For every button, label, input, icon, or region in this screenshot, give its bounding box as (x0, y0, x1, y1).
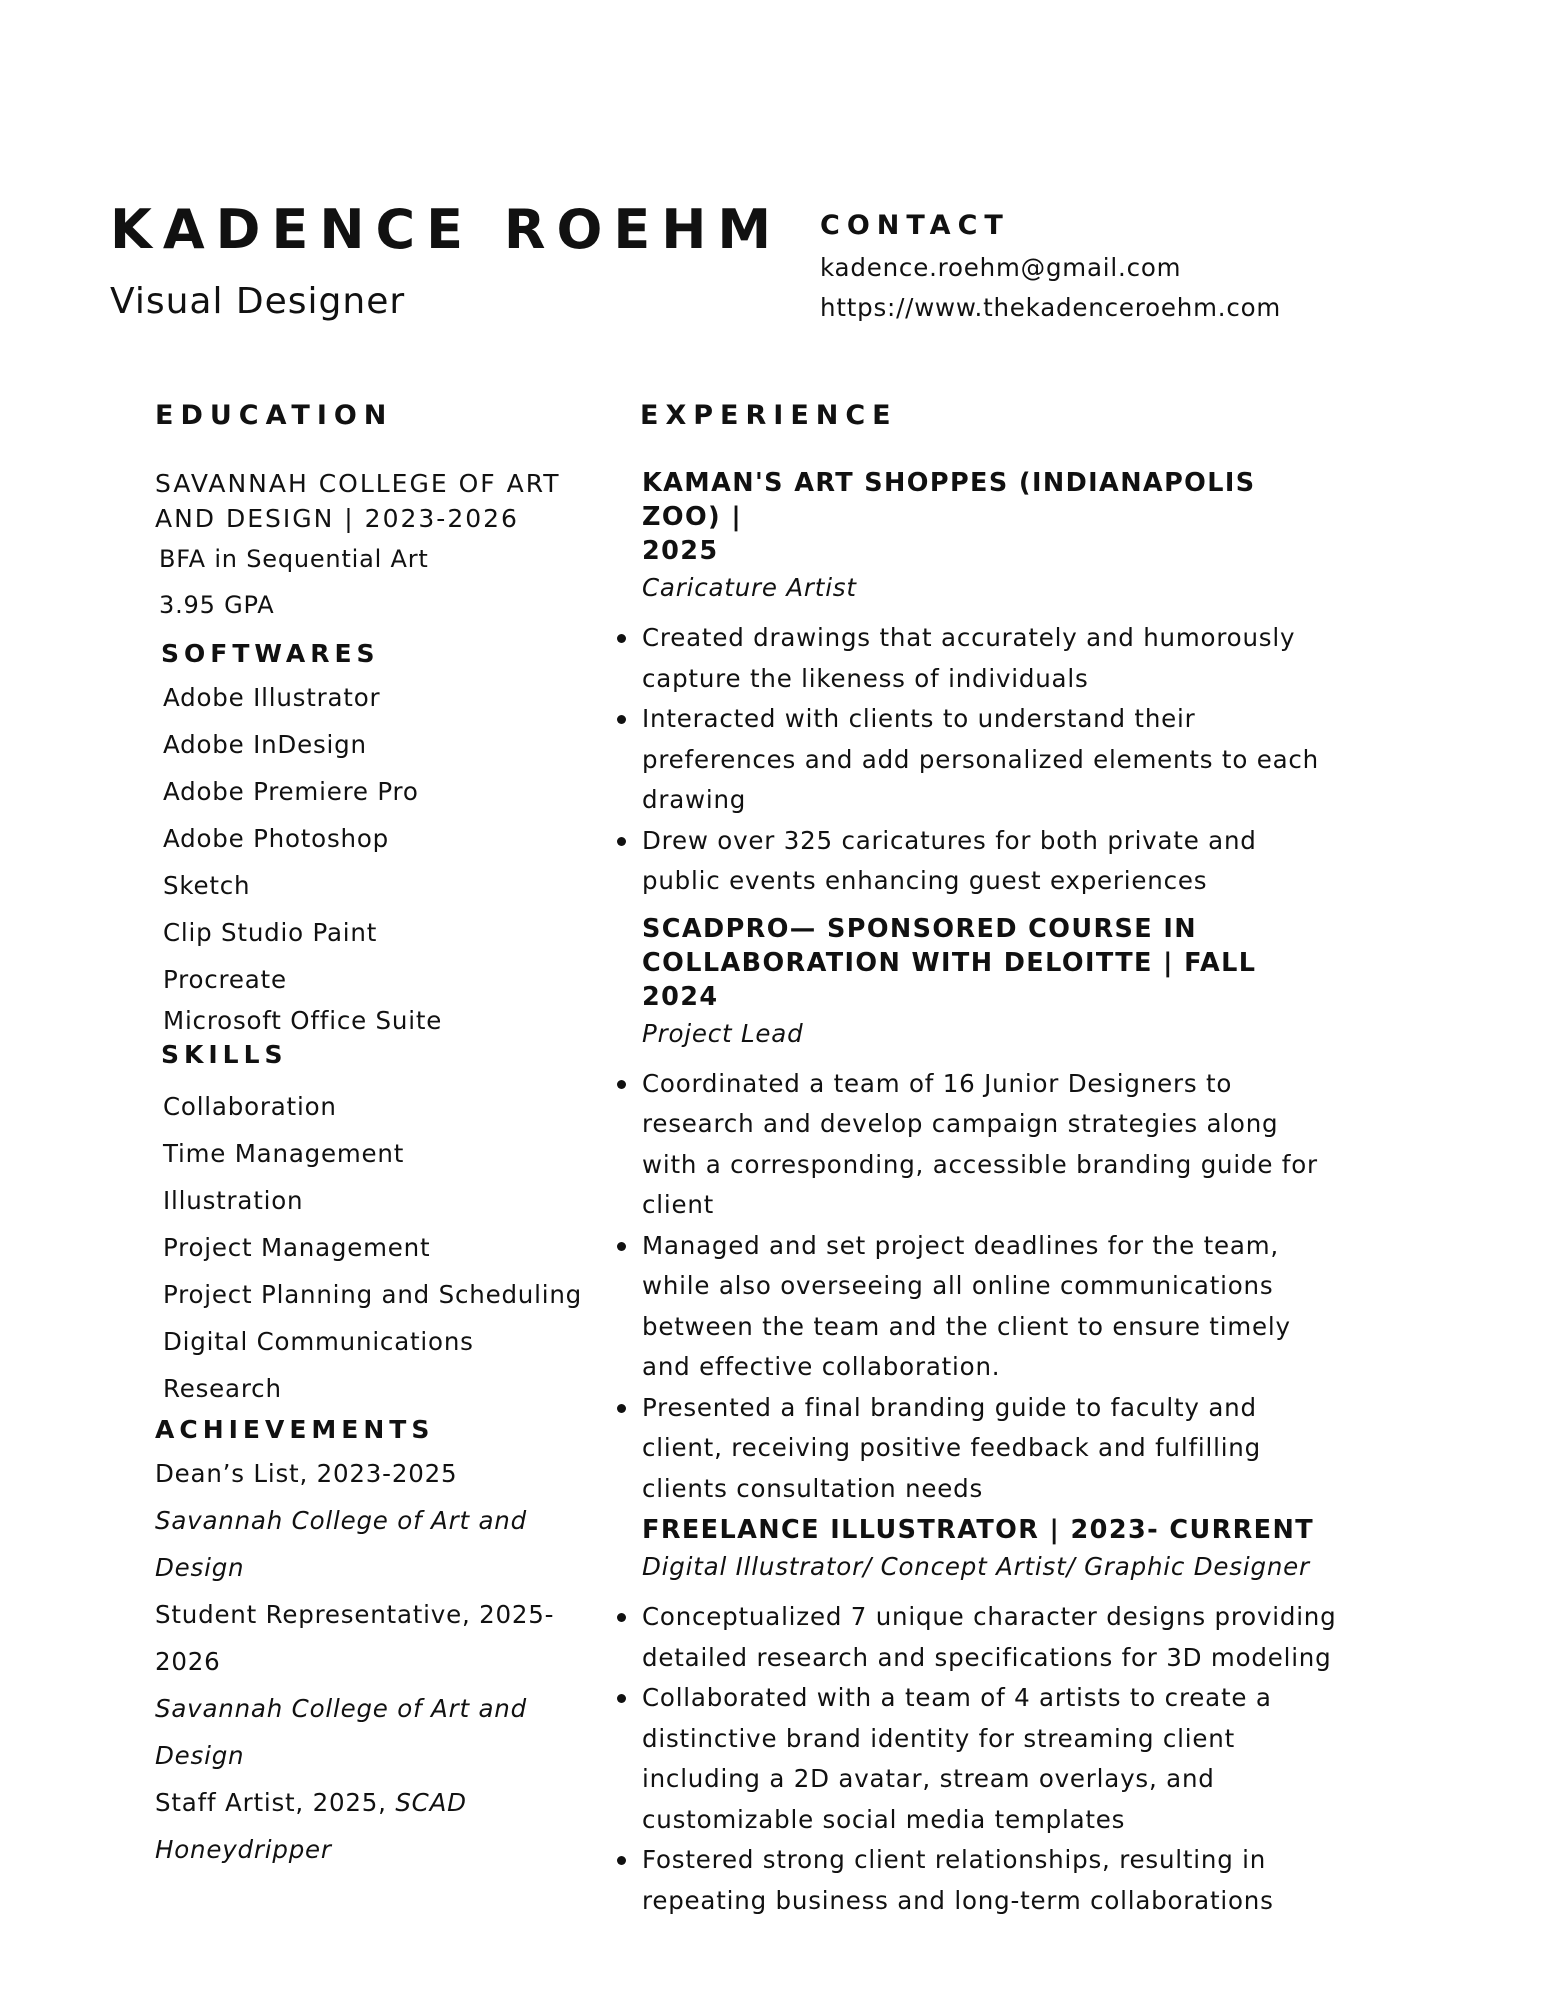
achievement-org (155, 1497, 605, 1544)
job-bullet: Created drawings that accurately and humorously capture the likeness of individuals (640, 618, 1340, 699)
software-item: Adobe Premiere Pro (163, 777, 419, 807)
job-title-line: SCADPRO— SPONSORED COURSE IN (642, 913, 1198, 944)
candidate-name: KADENCE ROEHM (110, 198, 783, 261)
software-item: Microsoft Office Suite (163, 1006, 443, 1036)
achievement-org-line: Savannah College of Art and (155, 1506, 527, 1536)
contact-section (820, 210, 1500, 328)
software-item: Sketch (163, 871, 251, 901)
right-column (640, 400, 1340, 1921)
skill-item: Project Management (163, 1233, 431, 1263)
contact-website: https://www.thekadenceroehm.com (820, 293, 1282, 323)
skill-item: Digital Communications (163, 1327, 474, 1357)
achievement-item: 2026 (155, 1647, 221, 1677)
left-column (155, 400, 605, 1873)
job-title (640, 466, 1340, 568)
job-title-line: 2025 (642, 536, 719, 567)
job-entry (640, 1513, 1340, 1921)
experience-heading: EXPERIENCE (640, 400, 898, 431)
skill-item: Project Planning and Scheduling (163, 1280, 583, 1310)
job-bullet: Presented a final branding guide to faculty and client, receiving positive feedback and fulfilling clients consultation needs (640, 1388, 1340, 1510)
job-entry (640, 912, 1340, 1510)
job-role: Caricature Artist (642, 573, 857, 603)
job-title-line: COLLABORATION WITH DELOITTE | FALL 2024 (642, 947, 1257, 1012)
job-bullet: Collaborated with a team of 4 artists to create a distinctive brand identity for streaming client including a 2D avatar, stream overlays, and customizable social media templates (640, 1678, 1340, 1840)
candidate-role: Visual Designer (110, 281, 406, 322)
achievement-item: Student Representative, 2025- (155, 1600, 555, 1630)
skills-list (155, 1083, 605, 1412)
education-school (155, 466, 605, 536)
job-bullet: Conceptualized 7 unique character designs providing detailed research and specifications for 3D modeling (640, 1597, 1340, 1678)
job-role: Project Lead (642, 1018, 804, 1048)
job-entry (640, 466, 1340, 902)
software-item: Adobe Illustrator (163, 683, 381, 713)
achievement-org-line: Savannah College of Art and (155, 1694, 527, 1724)
achievement-org-line: Design (155, 1741, 245, 1771)
job-bullets (640, 618, 1340, 902)
school-line-2: AND DESIGN | 2023-2026 (155, 504, 519, 534)
education-gpa: 3.95 GPA (159, 591, 275, 620)
software-item: Adobe Photoshop (163, 824, 390, 854)
education-heading: EDUCATION (155, 400, 394, 431)
skill-item: Illustration (163, 1186, 304, 1216)
skill-item: Collaboration (163, 1092, 337, 1122)
software-item: Procreate (163, 965, 287, 995)
job-title (640, 912, 1340, 1014)
achievement-org-line: SCAD (395, 1788, 467, 1818)
job-bullets (640, 1597, 1340, 1921)
job-bullet: Coordinated a team of 16 Junior Designers to research and develop campaign strategies along with a corresponding, accessible branding guide for client (640, 1064, 1340, 1226)
achievement-org (155, 1544, 605, 1591)
job-role: Digital Illustrator/ Concept Artist/ Graphic Designer (642, 1552, 1310, 1582)
school-line-1: SAVANNAH COLLEGE OF ART (155, 469, 561, 499)
software-item: Adobe InDesign (163, 730, 367, 760)
software-item: Clip Studio Paint (163, 918, 378, 948)
skills-heading: SKILLS (161, 1040, 288, 1070)
achievement-item (155, 1779, 605, 1826)
softwares-list (155, 674, 605, 1039)
job-title-line: FREELANCE ILLUSTRATOR | 2023- CURRENT (642, 1515, 1315, 1546)
contact-email: kadence.roehm@gmail.com (820, 253, 1182, 283)
job-bullet: Fostered strong client relationships, resulting in repeating business and long-term collaborations (640, 1840, 1340, 1921)
job-title (640, 1513, 1340, 1547)
job-bullet: Drew over 325 caricatures for both private and public events enhancing guest experiences (640, 821, 1340, 902)
achievement-org-line: Honeydripper (155, 1835, 332, 1865)
job-bullet: Managed and set project deadlines for the team, while also overseeing all online communications between the team and the client to ensure timely and effective collaboration. (640, 1226, 1340, 1388)
job-title-line: KAMAN'S ART SHOPPES (INDIANAPOLIS ZOO) | (642, 468, 1256, 533)
achievement-text: Staff Artist, 2025, (155, 1788, 396, 1818)
achievement-org (155, 1732, 605, 1779)
softwares-heading: SOFTWARES (161, 639, 380, 669)
achievement-org-line: Design (155, 1553, 245, 1583)
education-degree: BFA in Sequential Art (159, 545, 429, 574)
achievement-org (155, 1826, 605, 1873)
skill-item: Research (163, 1374, 282, 1404)
job-bullets (640, 1064, 1340, 1510)
achievements-list (155, 1450, 605, 1873)
job-bullet: Interacted with clients to understand their preferences and add personalized elements to each drawing (640, 699, 1340, 821)
achievements-heading: ACHIEVEMENTS (155, 1415, 435, 1445)
contact-heading: CONTACT (820, 210, 1010, 241)
achievement-org (155, 1685, 605, 1732)
skill-item: Time Management (163, 1139, 405, 1169)
achievement-item: Dean’s List, 2023-2025 (155, 1459, 458, 1489)
